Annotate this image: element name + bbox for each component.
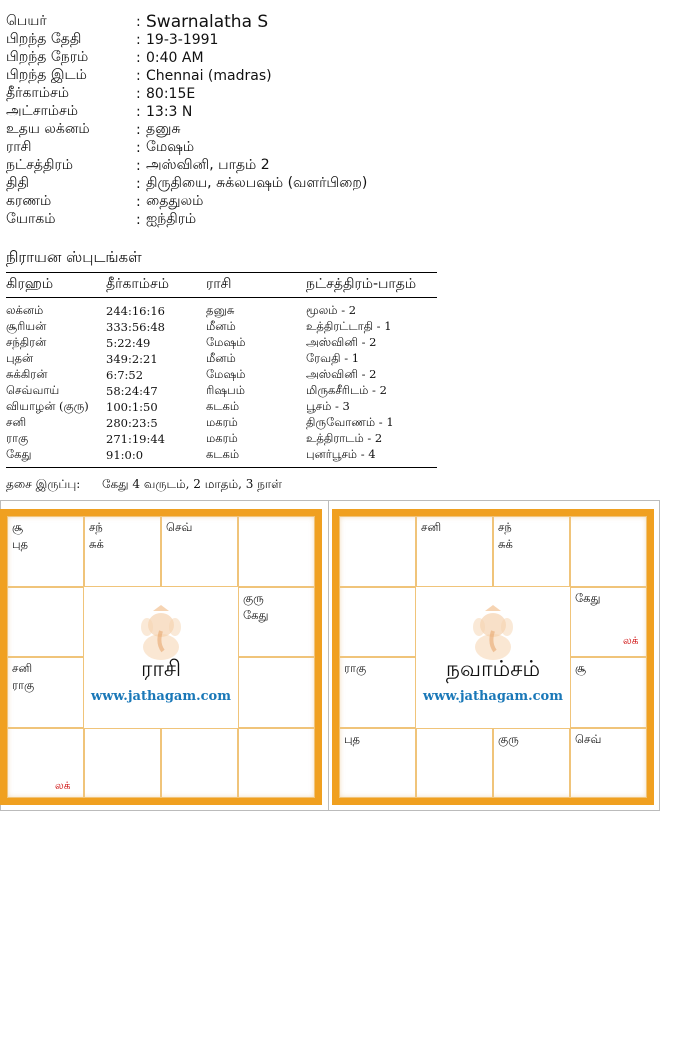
planet-label: புத — [12, 537, 29, 551]
rasi-center — [84, 587, 238, 728]
sputam-cell: மேஷம் — [206, 367, 246, 381]
sputam-cell: 271:19:44 — [106, 432, 165, 446]
sputam-cell: உத்திரட்டாதி - 1 — [306, 319, 392, 333]
header-longitude: தீர்காம்சம் — [106, 276, 169, 292]
detail-value: 19-3-1991 — [146, 32, 219, 48]
rasi-house-cell — [7, 587, 84, 658]
sputam-cell: ரேவதி - 1 — [306, 351, 360, 365]
detail-row — [6, 67, 367, 85]
detail-value: மேஷம் — [146, 139, 195, 155]
detail-row — [6, 13, 367, 31]
planet-label: சூ — [575, 661, 587, 675]
planet-label: சந் — [89, 520, 103, 534]
rasi-chart — [0, 509, 322, 805]
sputam-cell: மூலம் - 2 — [306, 303, 357, 317]
navamsa-house-cell — [493, 728, 570, 799]
navamsa-house-cell — [570, 516, 647, 587]
detail-separator: : — [136, 194, 141, 210]
detail-label: பெயர் — [6, 13, 47, 29]
sputam-row — [6, 431, 437, 447]
planet-label: சுக் — [498, 537, 513, 551]
detail-label: யோகம் — [6, 211, 56, 227]
ganesha-watermark-icon — [131, 605, 191, 663]
detail-label: பிறந்த இடம் — [6, 67, 87, 83]
detail-separator: : — [136, 158, 141, 174]
navamsa-house-cell — [493, 516, 570, 587]
navamsa-chart-inner — [339, 516, 647, 798]
sputam-cell: 100:1:50 — [106, 400, 158, 414]
detail-separator: : — [136, 140, 141, 156]
sputam-cell: அஸ்வினி - 2 — [306, 367, 377, 381]
detail-row — [6, 157, 367, 175]
detail-separator: : — [136, 50, 141, 66]
planet-label: சுக் — [89, 537, 104, 551]
rasi-house-cell — [238, 516, 315, 587]
planet-label: செவ் — [166, 520, 193, 534]
planet-label: புத — [344, 731, 361, 746]
detail-value: திருதியை, சுக்லபஷம் (வளர்பிறை) — [146, 175, 368, 191]
sputam-cell: ரிஷபம் — [206, 383, 245, 397]
sputam-row — [6, 399, 437, 415]
sputam-cell: லக்னம் — [6, 303, 44, 317]
sputam-cell: மீனம் — [206, 319, 236, 333]
sputam-cell: புதன் — [6, 351, 34, 365]
sputam-table — [6, 272, 437, 468]
planet-label: சூ — [12, 520, 24, 534]
rasi-title: ராசி — [140, 656, 182, 682]
detail-separator: : — [136, 68, 141, 84]
birth-details — [6, 13, 367, 229]
sputam-cell: ராகு — [6, 431, 29, 445]
sputam-cell: மீனம் — [206, 351, 236, 365]
sputam-cell: உத்திராடம் - 2 — [306, 431, 383, 445]
detail-value: தைதுலம் — [146, 193, 204, 209]
detail-separator: : — [136, 122, 141, 138]
detail-row — [6, 49, 367, 67]
detail-separator: : — [136, 104, 141, 120]
navamsa-center — [416, 587, 570, 728]
sputam-row — [6, 383, 437, 399]
detail-value: Swarnalatha S — [146, 12, 269, 32]
sputam-cell: மேஷம் — [206, 335, 246, 349]
planet-label: கேது — [243, 607, 269, 622]
planet-label: குரு — [498, 731, 519, 746]
detail-label: உதய லக்னம் — [6, 121, 90, 137]
detail-label: தீர்காம்சம் — [6, 85, 69, 101]
planet-label: சனி — [12, 661, 33, 675]
detail-value: 13:3 N — [146, 104, 193, 120]
site-watermark: www.jathagam.com — [423, 688, 563, 704]
sputam-row — [6, 415, 437, 431]
navamsa-chart — [332, 509, 654, 805]
chart-divider — [328, 501, 329, 810]
sputam-cell: மிருகசீரிடம் - 2 — [306, 383, 387, 397]
sputam-rows — [6, 298, 437, 468]
planet-label: சந் — [498, 520, 512, 534]
sputam-cell: தனுசு — [206, 303, 235, 317]
detail-value: 0:40 AM — [146, 50, 204, 66]
detail-value: அஸ்வினி, பாதம் 2 — [146, 157, 270, 173]
detail-value: ஐந்திரம் — [146, 211, 197, 227]
sputam-row — [6, 319, 437, 335]
detail-separator: : — [136, 86, 141, 102]
navamsa-house-cell — [339, 587, 416, 658]
site-watermark: www.jathagam.com — [91, 688, 231, 704]
rasi-house-cell — [161, 728, 238, 799]
rasi-house-cell — [238, 657, 315, 728]
sputam-table-header — [6, 272, 437, 298]
sputam-cell: சூரியன் — [6, 319, 47, 333]
detail-label: கரணம் — [6, 193, 52, 209]
sputam-row — [6, 367, 437, 383]
detail-row — [6, 121, 367, 139]
dasa-label: தசை இருப்பு: — [6, 477, 81, 491]
dasa-balance — [6, 477, 282, 493]
rasi-chart-inner — [7, 516, 315, 798]
detail-label: நட்சத்திரம் — [6, 157, 73, 173]
sputam-cell: 333:56:48 — [106, 320, 165, 334]
sputam-cell: 6:7:52 — [106, 368, 144, 382]
sputam-cell: கடகம் — [206, 399, 240, 413]
detail-value: தனுசு — [146, 121, 181, 137]
rasi-house-cell — [7, 657, 84, 728]
header-rasi: ராசி — [206, 276, 232, 292]
detail-row — [6, 139, 367, 157]
planet-label: ராகு — [12, 678, 35, 692]
planet-label: சனி — [421, 520, 442, 534]
sputam-cell: வியாழன் (குரு) — [6, 399, 89, 413]
navamsa-house-cell — [570, 728, 647, 799]
sputam-title: நிராயன ஸ்புடங்கள் — [6, 248, 142, 266]
sputam-cell: புனர்பூசம் - 4 — [306, 447, 376, 461]
detail-row — [6, 31, 367, 49]
detail-separator: : — [136, 212, 141, 228]
rasi-house-cell — [7, 728, 84, 799]
sputam-cell: அஸ்வினி - 2 — [306, 335, 377, 349]
dasa-value: கேது 4 வருடம், 2 மாதம், 3 நாள் — [101, 477, 283, 491]
sputam-row — [6, 303, 437, 319]
detail-label: அட்சாம்சம் — [6, 103, 79, 119]
detail-row — [6, 103, 367, 121]
rasi-house-cell — [84, 728, 161, 799]
lagna-marker: லக் — [55, 780, 71, 792]
rasi-house-cell — [238, 587, 315, 658]
planet-label: செவ் — [575, 731, 602, 746]
detail-row — [6, 175, 367, 193]
sputam-cell: மகரம் — [206, 415, 238, 429]
navamsa-house-cell — [339, 516, 416, 587]
lagna-marker: லக் — [623, 634, 639, 647]
sputam-cell: 58:24:47 — [106, 384, 158, 398]
navamsa-house-cell — [339, 728, 416, 799]
detail-value: Chennai (madras) — [146, 68, 272, 84]
detail-value: 80:15E — [146, 86, 196, 102]
rasi-house-cell — [238, 728, 315, 799]
detail-label: ராசி — [6, 139, 32, 155]
rasi-house-cell — [161, 516, 238, 587]
detail-row — [6, 193, 367, 211]
sputam-cell: கடகம் — [206, 447, 240, 461]
detail-row — [6, 211, 367, 229]
sputam-cell: பூசம் - 3 — [306, 399, 350, 413]
planet-label: குரு — [243, 590, 264, 605]
header-graham: கிரஹம் — [6, 276, 54, 292]
detail-separator: : — [136, 32, 141, 48]
sputam-cell: கேது — [6, 447, 32, 461]
sputam-cell: 349:2:21 — [106, 352, 158, 366]
rasi-house-cell — [84, 516, 161, 587]
navamsa-house-cell — [416, 728, 493, 799]
detail-row — [6, 85, 367, 103]
navamsa-house-cell — [570, 657, 647, 728]
sputam-row — [6, 335, 437, 351]
navamsa-house-cell — [416, 516, 493, 587]
detail-label: திதி — [6, 175, 29, 191]
sputam-cell: 280:23:5 — [106, 416, 158, 430]
ganesha-watermark-icon — [463, 605, 523, 663]
planet-label: ராகு — [344, 661, 367, 675]
navamsa-house-cell — [339, 657, 416, 728]
sputam-cell: 91:0:0 — [106, 448, 144, 462]
sputam-cell: சந்திரன் — [6, 335, 47, 349]
navamsa-title: நவாம்சம் — [445, 656, 541, 682]
detail-separator: : — [136, 14, 141, 30]
rasi-house-cell — [7, 516, 84, 587]
sputam-row — [6, 447, 437, 463]
detail-label: பிறந்த நேரம் — [6, 49, 89, 65]
sputam-cell: மகரம் — [206, 431, 238, 445]
detail-separator: : — [136, 176, 141, 192]
sputam-cell: செவ்வாய் — [6, 383, 60, 397]
sputam-cell: சனி — [6, 415, 27, 429]
sputam-cell: 5:22:49 — [106, 336, 151, 350]
sputam-cell: சுக்கிரன் — [6, 367, 48, 381]
sputam-cell: 244:16:16 — [106, 304, 165, 318]
sputam-cell: திருவோணம் - 1 — [306, 415, 394, 429]
detail-label: பிறந்த தேதி — [6, 31, 82, 47]
header-nakshatra: நட்சத்திரம்-பாதம் — [306, 276, 417, 292]
sputam-row — [6, 351, 437, 367]
planet-label: கேது — [575, 590, 601, 605]
